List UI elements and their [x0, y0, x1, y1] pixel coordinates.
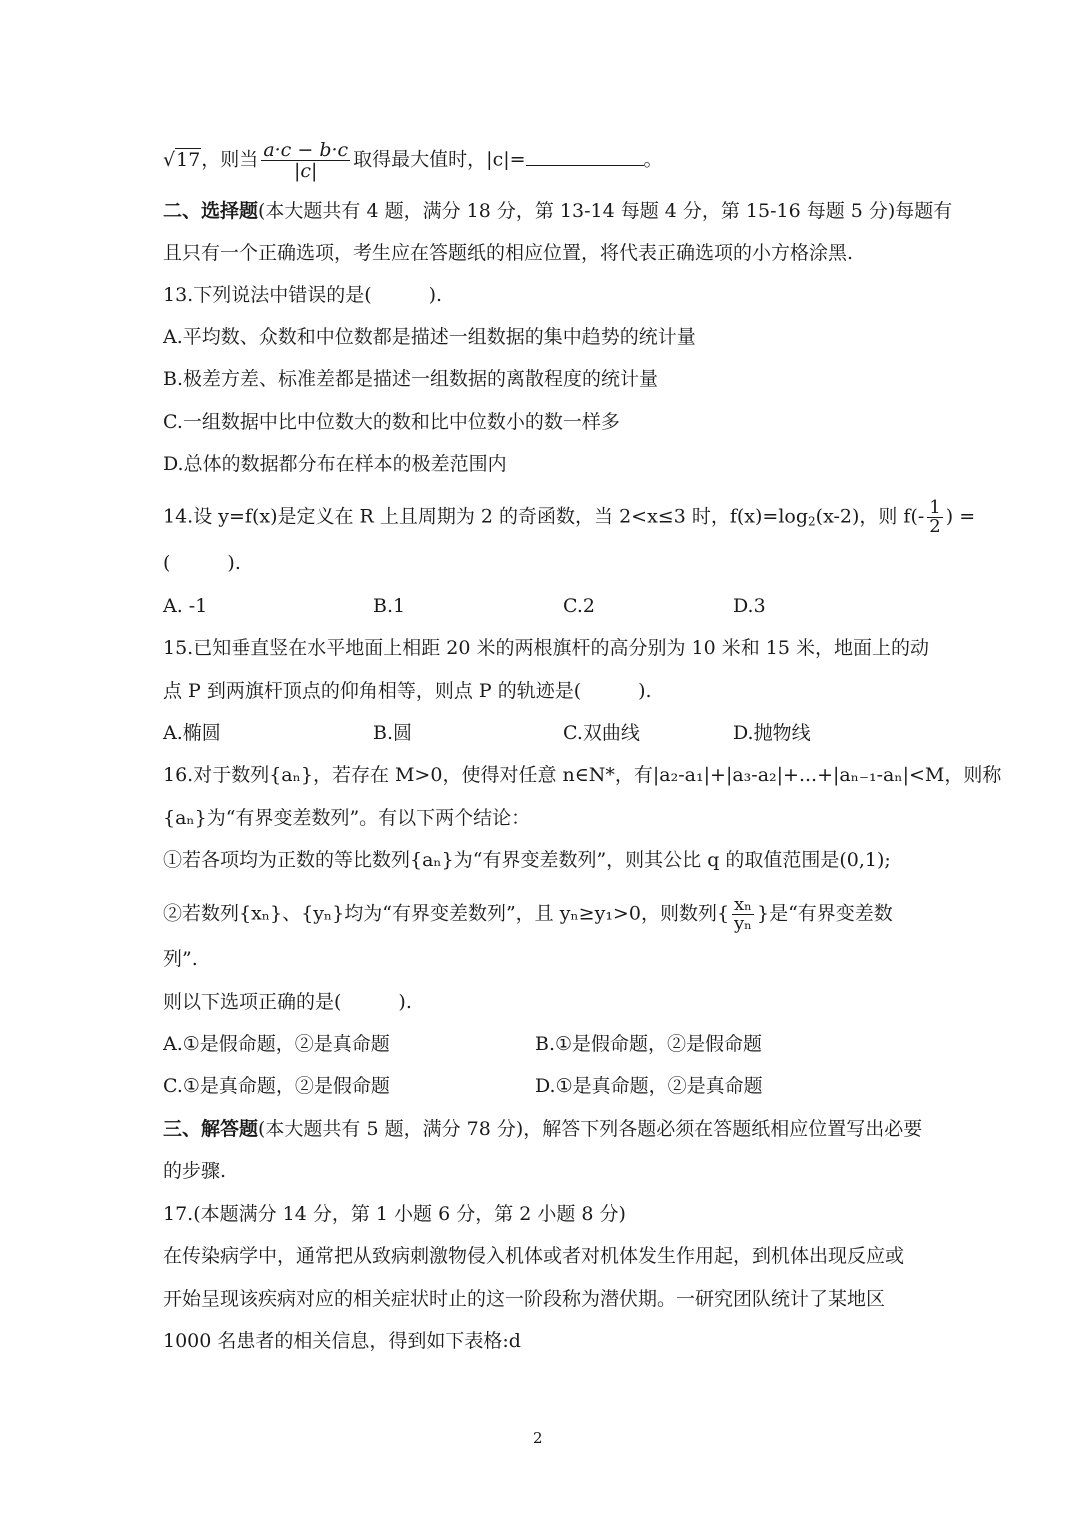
- q12-text-b: 取得最大值时，|c|=: [353, 148, 526, 171]
- section2-desc-l1: (本大题共有 4 题，满分 18 分，第 13-14 每题 4 分，第 15-16 每题 5 分)每题有: [258, 200, 953, 222]
- section3-line1: [163, 1117, 922, 1141]
- section2-line2: 且只有一个正确选项，考生应在答题纸的相应位置，将代表正确选项的小方格涂黑.: [163, 242, 854, 264]
- q14-stem-b: (x-2)，则 f(-: [815, 505, 925, 528]
- q14-stem-a: 14.设 y=f(x)是定义在 R 上且周期为 2 的奇函数，当 2<x≤3 时，f(x)=log: [163, 505, 809, 528]
- q14-blank: ( ).: [163, 552, 241, 574]
- q14-stem-c: ) =: [945, 505, 976, 528]
- q15-option-b: B.圆: [373, 722, 413, 744]
- q16-option-c: C.①是真命题，②是假命题: [163, 1075, 390, 1097]
- sqrt-expression: √17: [163, 148, 201, 171]
- q14-option-a: A. -1: [163, 595, 208, 617]
- q16-option-b: B.①是假命题，②是假命题: [535, 1033, 763, 1055]
- q16-line1: 16.对于数列{aₙ}，若存在 M>0，使得对任意 n∈N*，有|a₂-a₁|+|a₃-a₂|+...+|aₙ₋₁-aₙ|<M，则称: [163, 764, 1002, 786]
- q14-fraction-numerator: 1: [929, 497, 941, 518]
- section3-desc-l1: (本大题共有 5 题，满分 78 分)，解答下列各题必须在答题纸相应位置写出必要: [258, 1118, 923, 1140]
- q15-option-c: C.双曲线: [563, 722, 640, 744]
- q16-line4: [163, 896, 893, 933]
- q17-header: 17.(本题满分 14 分，第 1 小题 6 分，第 2 小题 8 分): [163, 1203, 626, 1225]
- q12-tail-line: [163, 140, 663, 181]
- section2-title: 二、选择题: [163, 200, 259, 222]
- q15-option-a: A.椭圆: [163, 722, 221, 744]
- q14-option-c: C.2: [563, 595, 595, 617]
- q15-stem-line1: 15.已知垂直竖在水平地面上相距 20 米的两根旗杆的高分别为 10 米和 15 米，地面上的动: [163, 637, 929, 659]
- q16-fraction: [732, 896, 754, 933]
- q14-fraction: [927, 499, 942, 536]
- answer-blank: [526, 147, 644, 166]
- q12-text-a: ，则当: [201, 148, 259, 171]
- q16-line6: 则以下选项正确的是( ).: [163, 991, 412, 1013]
- q14-stem: [163, 499, 975, 536]
- q13-option-d: D.总体的数据都分布在样本的极差范围内: [163, 453, 507, 475]
- q12-text-end: 。: [643, 148, 663, 171]
- q14-option-b: B.1: [373, 595, 406, 617]
- q16-line2: {aₙ}为“有界变差数列”。有以下两个结论：: [163, 807, 531, 829]
- q15-stem-line2: 点 P 到两旗杆顶点的仰角相等，则点 P 的轨迹是( ).: [163, 680, 652, 702]
- q14-option-d: D.3: [733, 595, 766, 617]
- q16-line3: ①若各项均为正数的等比数列{aₙ}为“有界变差数列”，则其公比 q 的取值范围是(0,1);: [163, 849, 891, 871]
- q16-line5: 列”.: [163, 948, 198, 970]
- q13-stem: 13.下列说法中错误的是( ).: [163, 284, 443, 306]
- section3-line2: 的步骤.: [163, 1160, 227, 1182]
- q13-option-b: B.极差方差、标准差都是描述一组数据的离散程度的统计量: [163, 368, 659, 390]
- vector-fraction: [261, 140, 350, 181]
- section2-line1: [163, 199, 952, 223]
- vector-fraction-denominator: |c|: [294, 160, 318, 182]
- q13-option-c: C.一组数据中比中位数大的数和比中位数小的数一样多: [163, 411, 620, 433]
- q16-line4-a: ②若数列{xₙ}、{yₙ}均为“有界变差数列”，且 yₙ≥y₁>0，则数列{: [163, 902, 730, 925]
- q14-fraction-denominator: 2: [929, 516, 941, 537]
- q16-option-d: D.①是真命题，②是真命题: [535, 1075, 763, 1097]
- q15-option-d: D.抛物线: [733, 722, 811, 744]
- page-number: 2: [533, 1429, 543, 1447]
- q17-line1: 在传染病学中，通常把从致病刺激物侵入机体或者对机体发生作用起，到机体出现反应或: [163, 1245, 905, 1267]
- q16-option-a: A.①是假命题，②是真命题: [163, 1033, 390, 1055]
- vector-fraction-numerator: a·c − b·c: [263, 139, 349, 161]
- q16-fraction-numerator: xₙ: [734, 894, 752, 915]
- q17-line2: 开始呈现该疾病对应的相关症状时止的这一阶段称为潜伏期。一研究团队统计了某地区: [163, 1288, 886, 1310]
- q16-fraction-denominator: yₙ: [734, 913, 752, 934]
- q16-line4-b: }是“有界变差数: [756, 902, 893, 925]
- q17-line3: 1000 名患者的相关信息，得到如下表格:d: [163, 1330, 521, 1352]
- q13-option-a: A.平均数、众数和中位数都是描述一组数据的集中趋势的统计量: [163, 326, 696, 348]
- q14-log-base: 2: [808, 514, 816, 529]
- section3-title: 三、解答题: [163, 1118, 259, 1140]
